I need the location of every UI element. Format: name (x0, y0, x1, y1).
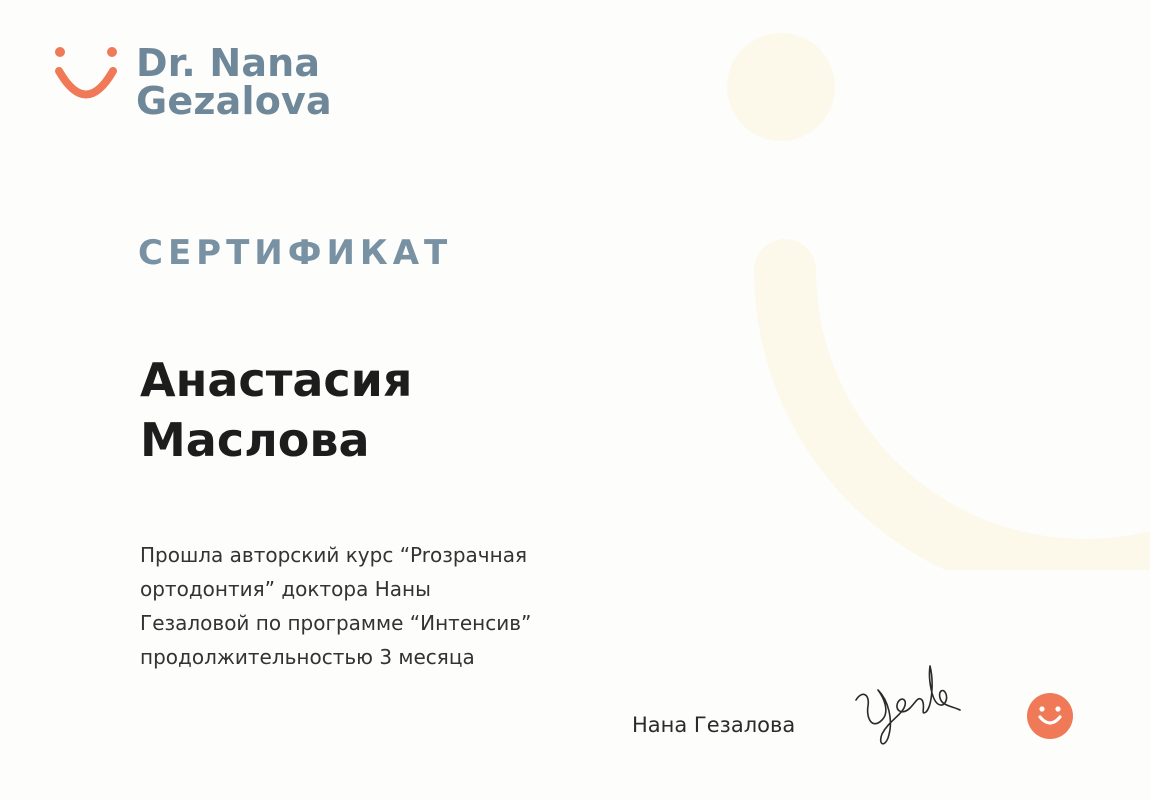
description-line: Прошла авторский курс “Prозрачная (140, 543, 527, 567)
description-line: Гезаловой по программе “Интенсив” (140, 611, 532, 635)
recipient-last-name: Маслова (140, 413, 370, 467)
course-description (140, 538, 640, 674)
description-line: ортодонтия” доктора Наны (140, 577, 431, 601)
description-line: продолжительностью 3 месяца (140, 645, 475, 669)
recipient-name (140, 350, 412, 470)
brand-name (136, 41, 332, 123)
certificate-heading: СЕРТИФИКАТ (138, 233, 453, 273)
background-smile-decoration (745, 100, 1150, 570)
brand-name-line1: Dr. Nana (136, 41, 321, 85)
signer-name: Нана Гезалова (632, 713, 796, 737)
recipient-first-name: Анастасия (140, 353, 413, 407)
handwritten-signature (848, 660, 968, 750)
brand-logo (52, 41, 362, 129)
smiley-logo-icon (52, 44, 122, 114)
brand-name-line2: Gezalova (136, 79, 332, 123)
smiley-badge-icon (1027, 693, 1073, 739)
